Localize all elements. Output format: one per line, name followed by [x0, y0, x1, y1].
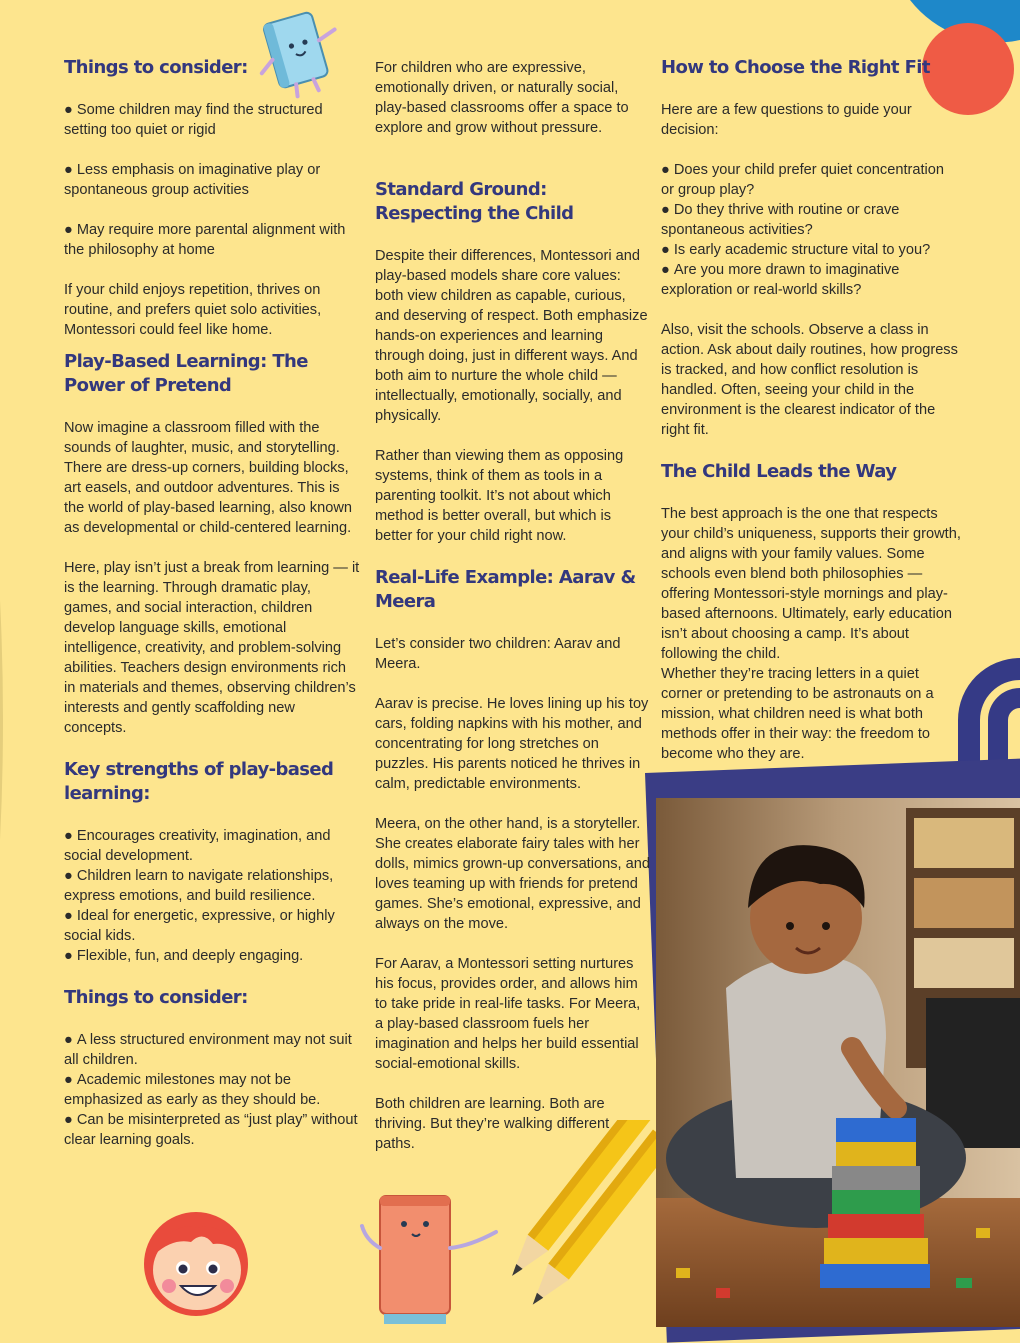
column-left [64, 56, 360, 1150]
heading-things-to-consider-1: Things to consider: [64, 57, 248, 78]
list-item: ● Some children may find the structured setting too quiet or rigid [64, 100, 360, 140]
list-item: ● Flexible, fun, and deeply engaging. [64, 946, 360, 966]
list-item: ● Ideal for energetic, expressive, or highly social kids. [64, 906, 360, 946]
girl-face-icon [133, 1198, 263, 1318]
paragraph: Also, visit the schools. Observe a class in action. Ask about daily routines, how progress is tracked, and how conflict resolution is handled. Often, seeing your child in the environment is the clearest indicator of the right fit. [661, 322, 958, 438]
heading-key-strengths: Key strengths of play-based learning: [64, 759, 334, 804]
paragraph: Now imagine a classroom filled with the sounds of laughter, music, and storytelling. There are dress-up corners, building blocks, art easels, and outdoor adventures. This is the world of play-based learning, also known as developmental or child-centered learning. [64, 420, 352, 536]
heading-common-ground: Standard Ground: Respecting the Child [375, 179, 574, 224]
list-item: ● Are you more drawn to imaginative exploration or real-world skills? [661, 260, 961, 300]
orange-book-character-icon [358, 1188, 503, 1327]
heading-things-to-consider-2: Things to consider: [64, 987, 248, 1008]
column-middle [375, 58, 651, 1154]
list-item: ● Does your child prefer quiet concentration or group play? [661, 160, 961, 200]
heading-child-leads: The Child Leads the Way [661, 461, 897, 482]
list-item: ● Less emphasis on imaginative play or spontaneous group activities [64, 160, 360, 200]
paragraph: Let’s consider two children: Aarav and Meera. [375, 636, 621, 672]
heading-play-based-learning: Play-Based Learning: The Power of Pretend [64, 351, 308, 396]
list-item: ● Children learn to navigate relationships, express emotions, and build resilience. [64, 866, 360, 906]
list-item: ● Encourages creativity, imagination, and social development. [64, 826, 360, 866]
list-item: ● Is early academic structure vital to you? [661, 240, 961, 260]
paragraph: Whether they’re tracing letters in a quiet corner or pretending to be astronauts on a mission, what children need is what both methods offer in their way: the freedom to become who they are. [661, 666, 934, 762]
paragraph: Despite their differences, Montessori and play-based models share core values: both view children as capable, curious, and deserving of respect. Both emphasize hands-on experiences and learning through doing, just in different ways. And both aim to nurture the whole child — intellectually, emotionally, socially, and physically. [375, 248, 648, 424]
left-edge-shape [0, 600, 6, 840]
list-item: ● Do they thrive with routine or crave spontaneous activities? [661, 200, 961, 240]
paragraph: Rather than viewing them as opposing systems, think of them as tools in a parenting toolkit. It’s not about which method is better overall, but which is better for your child right now. [375, 448, 624, 544]
paragraph: Aarav is precise. He loves lining up his toy cars, folding napkins with his mother, and concentrating for long stretches on puzzles. His parents noticed he thrives in calm, predictable environments. [375, 696, 649, 792]
paragraph: For Aarav, a Montessori setting nurtures his focus, provides order, and allows him to take pride in real-life tasks. For Meera, a play-based classroom fuels her imagination and helps her build essential social-emotional skills. [375, 956, 641, 1072]
child-playing-blocks-photo [656, 798, 1020, 1327]
paragraph: The best approach is the one that respects your child’s uniqueness, supports their growth, and aligns with your family values. Some schools even blend both philosophies — offering Montessori-style mornings and play-based afternoons. Ultimately, early education isn’t about choosing a camp. It’s about following the child. [661, 506, 961, 662]
list-item: ● Can be misinterpreted as “just play” without clear learning goals. [64, 1110, 360, 1150]
list-item: ● May require more parental alignment with the philosophy at home [64, 220, 360, 260]
paragraph: Here, play isn’t just a break from learning — it is the learning. Through dramatic play, games, and social interaction, children develop language skills, emotional intelligence, creativity, and problem-solving abilities. Teachers design environments rich in materials and themes, observing children’s interests and gently scaffolding new concepts. [64, 560, 360, 736]
paragraph: For children who are expressive, emotionally driven, or naturally social, play-based classrooms offer a space to explore and grow without pressure. [375, 60, 629, 136]
paragraph: Both children are learning. Both are thriving. But they’re walking different paths. [375, 1096, 610, 1152]
navy-arc-decoration [958, 658, 1020, 773]
list-item: ● A less structured environment may not suit all children. [64, 1030, 360, 1070]
paragraph: Meera, on the other hand, is a storyteller. She creates elaborate fairy tales with her dolls, mimics grown-up conversations, and loves teaming up with friends for pretend games. She’s emotional, expressive, and always on the move. [375, 816, 650, 932]
paragraph: Here are a few questions to guide your decision: [661, 102, 912, 138]
list-item: ● Academic milestones may not be emphasized as early as they should be. [64, 1070, 360, 1110]
heading-how-to-choose: How to Choose the Right Fit [661, 57, 930, 78]
heading-real-life-example: Real-Life Example: Aarav & Meera [375, 567, 636, 612]
paragraph: If your child enjoys repetition, thrives on routine, and prefers quiet solo activities, Montessori could feel like home. [64, 282, 322, 338]
column-right [661, 56, 961, 764]
